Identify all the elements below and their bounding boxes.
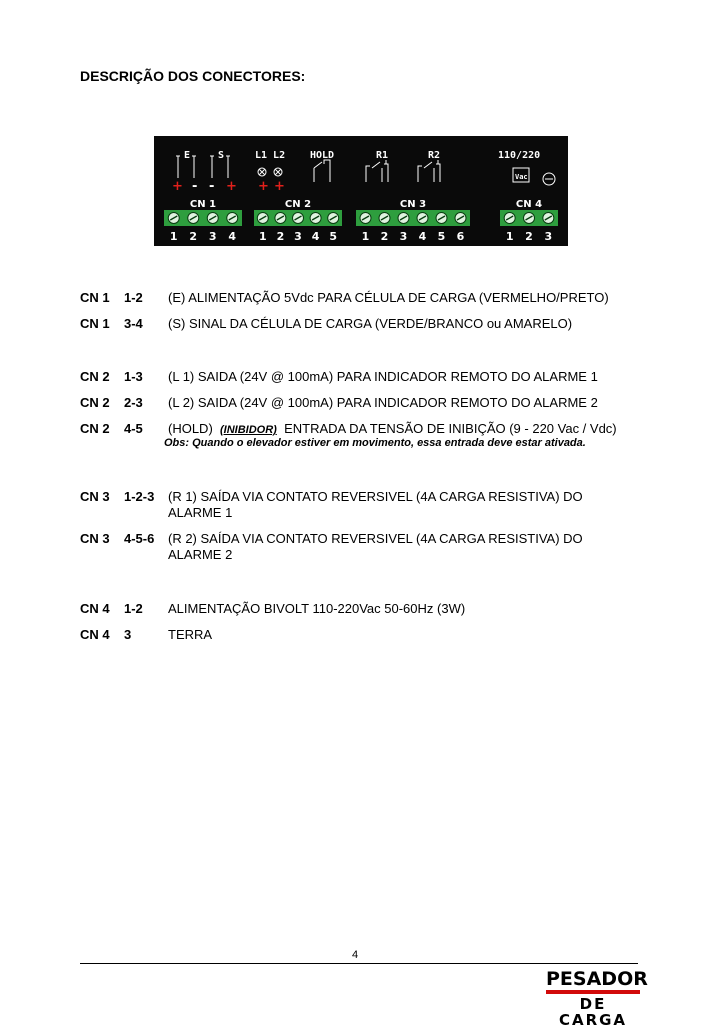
row-pins: 1-2 — [124, 601, 143, 616]
row-connector: CN 1 — [80, 316, 110, 331]
row-connector: CN 1 — [80, 290, 110, 305]
row-connector: CN 4 — [80, 601, 110, 616]
polarity-mark: - — [192, 179, 198, 194]
pin-number: 2 — [189, 230, 198, 243]
pin-number: 5 — [329, 230, 338, 243]
row-pins: 3 — [124, 627, 132, 642]
company-logo — [546, 968, 648, 1029]
pin-number: 1 — [505, 230, 514, 243]
row-pins: 2-3 — [124, 395, 143, 410]
footer-rule — [80, 963, 638, 964]
pin-number: 4 — [228, 230, 237, 243]
row-pins: 1-3 — [124, 369, 143, 384]
pin-number: 1 — [169, 230, 178, 243]
label-s: S — [218, 150, 225, 161]
connector-panel-diagram — [154, 136, 568, 246]
row-description: (L 1) SAIDA (24V @ 100mA) PARA INDICADOR REMOTO DO ALARME 1 — [168, 369, 598, 384]
row-pins: 3-4 — [124, 316, 143, 331]
row-connector: CN 3 — [80, 489, 110, 504]
pin-number: 3 — [294, 230, 302, 243]
row-desc-part: ENTRADA DA TENSÃO DE INIBIÇÃO (9 - 220 Vac / Vdc) — [284, 421, 617, 436]
connector-label: CN 4 — [515, 199, 543, 210]
connector-label: CN 1 — [189, 199, 217, 210]
label-vac: Vac — [515, 173, 528, 181]
row-desc-inibidor: (INIBIDOR) — [220, 424, 277, 436]
polarity-mark: + — [274, 179, 285, 194]
row-connector: CN 2 — [80, 421, 110, 436]
pin-number: 1 — [361, 230, 370, 243]
label-r1: R1 — [376, 150, 389, 161]
row-description: (R 2) SAÍDA VIA CONTATO REVERSIVEL (4A CARGA RESISTIVA) DO ALARME 2 — [168, 531, 583, 562]
polarity-mark: + — [258, 179, 269, 194]
pin-number: 6 — [456, 230, 465, 243]
pin-number: 5 — [437, 230, 446, 243]
obs-note: Obs: Quando o elevador estiver em movimento, essa entrada deve estar ativada. — [164, 437, 586, 449]
label-l1l2: L1 L2 — [255, 150, 286, 161]
row-connector: CN 3 — [80, 531, 110, 546]
row-desc-part: (HOLD) — [168, 421, 213, 436]
row-description — [168, 421, 628, 438]
polarity-mark: + — [226, 179, 237, 194]
logo-accent-bar — [546, 990, 640, 994]
logo-line2: DE CARGA — [558, 995, 628, 1029]
label-hold: HOLD — [310, 150, 335, 161]
row-connector: CN 4 — [80, 627, 110, 642]
row-description: (S) SINAL DA CÉLULA DE CARGA (VERDE/BRANCO ou AMARELO) — [168, 316, 573, 331]
page-number: 4 — [352, 949, 359, 961]
row-connector: CN 2 — [80, 395, 110, 410]
polarity-mark: + — [172, 179, 183, 194]
pin-number: 1 — [258, 230, 267, 243]
pin-number: 3 — [544, 230, 553, 243]
pin-number: 4 — [418, 230, 427, 243]
label-e: E — [184, 150, 191, 161]
pin-number: 3 — [208, 230, 217, 243]
label-r2: R2 — [428, 150, 441, 161]
row-description: TERRA — [168, 627, 213, 642]
pin-number: 3 — [399, 230, 408, 243]
row-pins: 1-2-3 — [124, 489, 155, 504]
terminal-block — [356, 210, 470, 226]
connector-label: CN 2 — [284, 199, 312, 210]
row-description: (R 1) SAÍDA VIA CONTATO REVERSIVEL (4A CARGA RESISTIVA) DO ALARME 1 — [168, 489, 583, 520]
row-description: (L 2) SAIDA (24V @ 100mA) PARA INDICADOR REMOTO DO ALARME 2 — [168, 395, 598, 410]
pin-number: 2 — [525, 230, 533, 243]
pin-number: 2 — [276, 230, 285, 243]
row-connector: CN 2 — [80, 369, 110, 384]
connector-panel-svg — [154, 136, 568, 246]
row-description: (E) ALIMENTAÇÃO 5Vdc PARA CÉLULA DE CARGA (VERMELHO/PRETO) — [168, 290, 609, 305]
logo-line1: PESADOR — [546, 968, 648, 990]
connector-label: CN 3 — [399, 199, 427, 210]
label-voltage: 110/220 — [498, 150, 541, 161]
row-pins: 1-2 — [124, 290, 143, 305]
pin-number: 4 — [311, 230, 320, 243]
row-pins: 4-5 — [124, 421, 143, 436]
polarity-mark: - — [209, 179, 215, 194]
pin-number: 2 — [380, 230, 389, 243]
page-title: DESCRIÇÃO DOS CONECTORES: — [80, 68, 306, 84]
row-pins: 4-5-6 — [124, 531, 155, 546]
row-description: ALIMENTAÇÃO BIVOLT 110-220Vac 50-60Hz (3W) — [168, 601, 466, 616]
